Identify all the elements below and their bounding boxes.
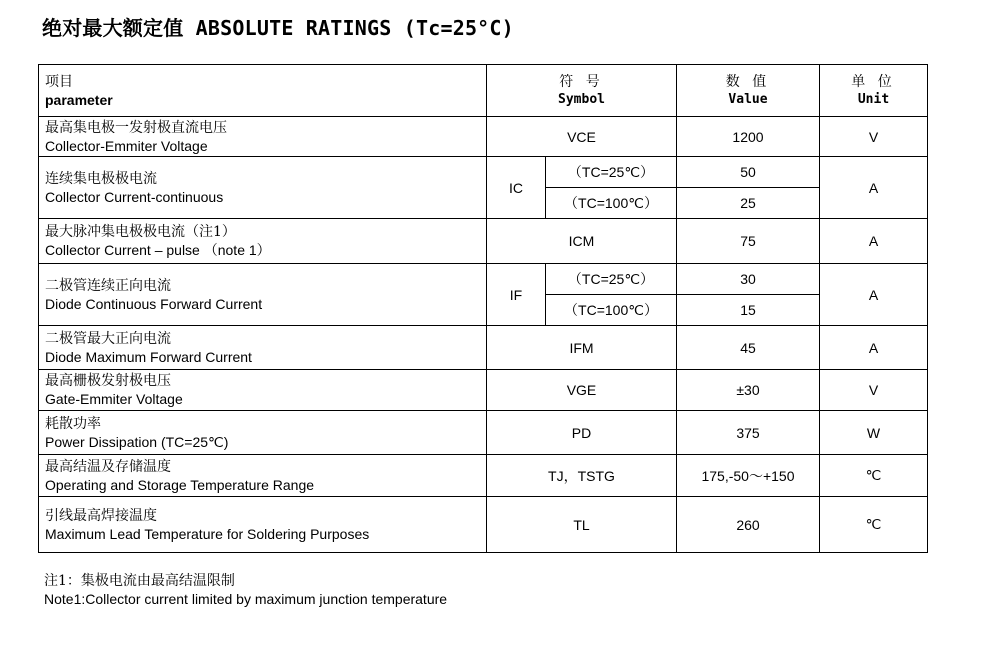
footnote-en: Note1:Collector current limited by maximum junction temperature (44, 591, 448, 607)
value-cell: 260 (677, 497, 820, 553)
table-row (39, 117, 928, 157)
param-zh: 二极管最大正向电流 (45, 330, 171, 347)
unit-cell: V (820, 370, 928, 411)
table-row (39, 455, 928, 497)
table-row (39, 326, 928, 370)
footnote-zh: 注1：集极电流由最高结温限制 (44, 573, 235, 589)
symbol-cell: IFM (487, 326, 677, 370)
unit-cell: A (820, 264, 928, 326)
symbol-cell: VGE (487, 370, 677, 411)
unit-cell: A (820, 157, 928, 219)
param-en: Operating and Storage Temperature Range (45, 476, 315, 493)
header-parameter (39, 65, 487, 117)
param-en: Diode Maximum Forward Current (45, 348, 252, 365)
symbol-cell: VCE (487, 117, 677, 157)
unit-cell: ℃ (820, 455, 928, 497)
ratings-table (38, 64, 928, 553)
header-unit-en: Unit (857, 91, 890, 107)
header-parameter-en: parameter (45, 91, 113, 108)
table-row (39, 219, 928, 264)
value-cell: 375 (677, 411, 820, 455)
header-value-zh: 数 值 (725, 73, 771, 90)
table-row (39, 157, 928, 188)
header-parameter-zh: 项目 (45, 73, 73, 90)
param-zh: 最高结温及存储温度 (45, 458, 171, 475)
symbol-cell: PD (487, 411, 677, 455)
param-en: Diode Continuous Forward Current (45, 295, 263, 312)
param-en: Collector Current-continuous (45, 188, 224, 205)
param-zh: 二极管连续正向电流 (45, 277, 171, 294)
value-cell: 15 (677, 295, 820, 326)
condition-cell: （TC=100℃） (546, 188, 677, 219)
value-cell: 30 (677, 264, 820, 295)
param-cell (39, 326, 487, 370)
symbol-cell: IF (487, 264, 546, 326)
condition-cell: （TC=25℃） (546, 157, 677, 188)
param-en: Power Dissipation (TC=25℃) (45, 433, 229, 450)
condition-cell: （TC=25℃） (546, 264, 677, 295)
header-value-en: Value (728, 91, 768, 107)
value-cell: 50 (677, 157, 820, 188)
value-cell: 45 (677, 326, 820, 370)
unit-cell: A (820, 326, 928, 370)
table-row (39, 264, 928, 295)
header-symbol (487, 65, 677, 117)
value-cell: 25 (677, 188, 820, 219)
param-zh: 最高集电极一发射极直流电压 (45, 119, 227, 136)
table-row (39, 497, 928, 553)
param-zh: 最高栅极发射极电压 (45, 373, 171, 389)
param-cell (39, 219, 487, 264)
unit-cell: A (820, 219, 928, 264)
table-row (39, 370, 928, 411)
header-symbol-en: Symbol (558, 91, 605, 107)
param-cell (39, 497, 487, 553)
unit-cell: W (820, 411, 928, 455)
header-unit-zh: 单 位 (851, 73, 896, 90)
param-cell (39, 370, 487, 411)
symbol-cell: TJ，TSTG (487, 455, 677, 497)
param-cell (39, 117, 487, 157)
header-unit (820, 65, 928, 117)
param-en: Collector-Emmiter Voltage (45, 137, 208, 154)
unit-cell: V (820, 117, 928, 157)
value-cell: 1200 (677, 117, 820, 157)
param-cell (39, 411, 487, 455)
param-zh: 最大脉冲集电极极电流（注1） (45, 224, 236, 240)
value-cell: 75 (677, 219, 820, 264)
param-zh: 引线最高焊接温度 (45, 507, 157, 524)
symbol-cell: IC (487, 157, 546, 219)
header-symbol-zh: 符 号 (559, 73, 604, 90)
condition-cell: （TC=100℃） (546, 295, 677, 326)
unit-cell: ℃ (820, 497, 928, 553)
value-cell: 175,-50～+150 (677, 455, 820, 497)
param-cell (39, 157, 487, 219)
param-cell (39, 264, 487, 326)
param-en: Collector Current – pulse （note 1） (45, 242, 271, 258)
symbol-cell: ICM (487, 219, 677, 264)
param-en: Gate-Emmiter Voltage (45, 391, 183, 407)
value-cell: ±30 (677, 370, 820, 411)
symbol-cell: TL (487, 497, 677, 553)
header-value (677, 65, 820, 117)
table-row (39, 411, 928, 455)
param-en: Maximum Lead Temperature for Soldering Purposes (45, 525, 370, 542)
param-zh: 耗散功率 (45, 415, 101, 432)
table-header-row (39, 65, 928, 117)
param-cell (39, 455, 487, 497)
page-title: 绝对最大额定值 ABSOLUTE RATINGS (Tc=25°C) (42, 16, 514, 40)
param-zh: 连续集电极极电流 (45, 170, 157, 187)
footnote (44, 572, 447, 608)
